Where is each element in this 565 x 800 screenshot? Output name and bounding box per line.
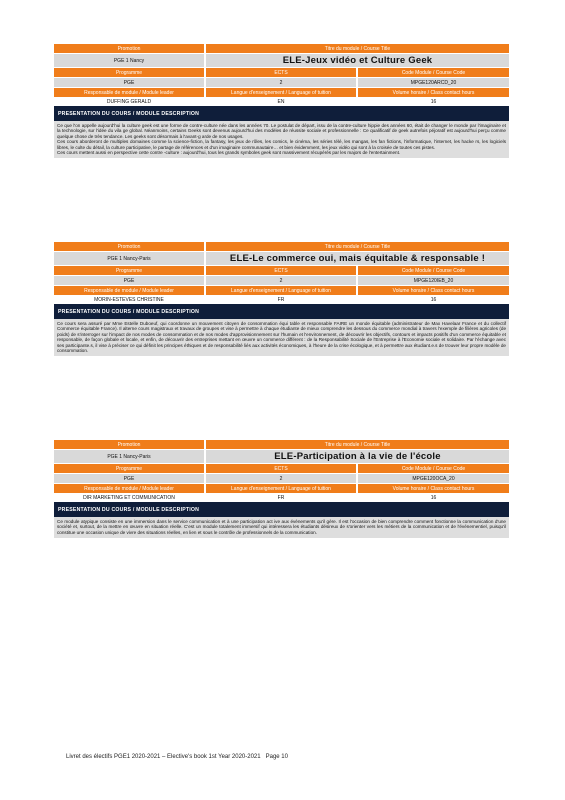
leader-label: Responsable de module / Module leader: [54, 484, 204, 493]
code-value: MPGE120IEB_20: [358, 276, 509, 285]
programme-label: Programme: [54, 464, 204, 473]
code-value: MPGE120ARCD_20: [358, 78, 509, 87]
module-title-label: Titre du module / Course Title: [206, 44, 509, 53]
programme-value: PGE: [54, 78, 204, 87]
course-title: ELE-Jeux vidéo et Culture Geek: [206, 54, 509, 67]
page-footer: Livret des électifs PGE1 2020-2021 – Elective's book 1st Year 2020-2021 Page 10: [66, 754, 288, 760]
leader-value: DIR MARKETING ET COMMUNICATION: [54, 493, 204, 502]
promotion-value: PGE 1 Nancy: [54, 54, 204, 67]
hours-value: 16: [358, 493, 509, 502]
course-block: [54, 242, 509, 356]
programme-value: PGE: [54, 276, 204, 285]
ects-value: 2: [206, 474, 356, 483]
presentation-header: PRESENTATION DU COURS / MODULE DESCRIPTION: [54, 502, 509, 517]
hours-label: Volume horaire / Class contact hours: [358, 484, 509, 493]
course-description: [54, 319, 509, 356]
description-paragraph: Ces cours mettent aussi en perspective cette contre -culture : aujourd'hui, tous les grands symboles geek sont massivement récupérés par les majors de l'entertainment.: [57, 150, 401, 156]
description-paragraph: Ces cours aborderont de multiples domaines comme la science-fiction, la fantasy, les jeux de rôles, les comics, le cinéma, les séries télé, les mangas, les fan fictions, l'informatique, l'internet, les hacke rs, les logiciels libres, le culte du détail, la culture participative, le partage de références et d'un imaginaire communautaire… et bien évidemment, les jeux vidéo qui sont à la croisée de toutes ces pistes.: [57, 139, 506, 150]
hours-value: 16: [358, 97, 509, 106]
programme-label: Programme: [54, 68, 204, 77]
hours-value: 16: [358, 295, 509, 304]
ects-value: 2: [206, 78, 356, 87]
promotion-label: Promotion: [54, 242, 204, 251]
module-title-label: Titre du module / Course Title: [206, 440, 509, 449]
hours-label: Volume horaire / Class contact hours: [358, 286, 509, 295]
language-value: FR: [206, 493, 356, 502]
course-title: ELE-Participation à la vie de l'école: [206, 450, 509, 463]
leader-value: DUFFING GERALD: [54, 97, 204, 106]
code-label: Code Module / Course Code: [358, 464, 509, 473]
ects-value: 2: [206, 276, 356, 285]
language-value: EN: [206, 97, 356, 106]
promotion-label: Promotion: [54, 44, 204, 53]
course-block: [54, 44, 509, 158]
course-block: [54, 440, 509, 538]
module-title-label: Titre du module / Course Title: [206, 242, 509, 251]
course-description: [54, 121, 509, 158]
language-label: Langue d'enseignement / Language of tuition: [206, 484, 356, 493]
leader-label: Responsable de module / Module leader: [54, 286, 204, 295]
programme-label: Programme: [54, 266, 204, 275]
course-description: [54, 517, 509, 538]
ects-label: ECTS: [206, 464, 356, 473]
leader-label: Responsable de module / Module leader: [54, 88, 204, 97]
presentation-header: PRESENTATION DU COURS / MODULE DESCRIPTION: [54, 304, 509, 319]
language-label: Langue d'enseignement / Language of tuition: [206, 286, 356, 295]
ects-label: ECTS: [206, 266, 356, 275]
programme-value: PGE: [54, 474, 204, 483]
ects-label: ECTS: [206, 68, 356, 77]
presentation-header: PRESENTATION DU COURS / MODULE DESCRIPTION: [54, 106, 509, 121]
hours-label: Volume horaire / Class contact hours: [358, 88, 509, 97]
leader-value: MORIN-ESTEVES CHRISTINE: [54, 295, 204, 304]
promotion-value: PGE 1 Nancy-Paris: [54, 252, 204, 265]
code-label: Code Module / Course Code: [358, 266, 509, 275]
description-paragraph: Ce que l'on appelle aujourd'hui la culture geek est une forme de contre-culture née dans les années 70. Le postulat de départ, issu de la contre-culture hippie des années 60, était de changer le monde par l'imaginaire et la technologie, sur l'idée du vila ge global. Néanmoins, certains Geeks sont devenus aujourd'hui des modèles de réussite sociale et professionnelle : Ce qualificatif de geek autrefois péjoratif est aujourd'hui perçu comme quelque chose de très tendance. Les geeks sont désormais à l'avant-g arde de nos usages.: [57, 123, 506, 139]
promotion-value: PGE 1 Nancy-Paris: [54, 450, 204, 463]
language-label: Langue d'enseignement / Language of tuition: [206, 88, 356, 97]
language-value: FR: [206, 295, 356, 304]
description-paragraph: Ce cours sera assuré par Mme Estelle Duboeuf, qui coordonne un mouvement citoyen de consommation équi table et responsable FAIRE un monde équitable (administrateur de Max Havelaar France et du collectif Commerce équitable France). Il alterne cours magistraux et travaux de groupes et vise à permettre à chaque étudiante de mieux comprendre les dessous du commerce mondial à travers l'exemple de filières agricoles (de poids) de s'interroger sur l'impact de nos modes de consommation et de nos modes d'approvisionnement sur l'humain et l'environnement, de découvrir les objectifs, contours et impacts positifs d'un commerce équitable et responsable, de façon globale et locale, et enfin, de découvrir des entreprises mettant en œuvre un commerce différent : de la Responsabilité Sociale de l'Entreprise à l'Economie sociale et solidaire. Par l'échange avec ses participante.s, il vise à préciser ce qui définit les principes éthiques et de responsabilité liés aux activités économiques, à l'heure de la crise écologique, et à permettre aux étudiant.e.s de trouver leur propre modèle de consommation.: [57, 321, 506, 354]
course-title: ELE-Le commerce oui, mais équitable & responsable !: [206, 252, 509, 265]
description-paragraph: Ce module atypique consiste en une immersion dans le service communication et à une participation act ive aux évènements qu'il gère. Il est l'occasion de bien comprendre comment fonctionne la communication d'une société et, surtout, de la mettre en œuvre en situation réelle. C'est un module totalement immersif qui intéressera les étudiants désireux de s'orienter vers les métiers de la communication et de l'événementiel, puisqu'il constitue une occasion unique de vivre des situations réelles, en lien et sous le contrôle de professionnels de la communication.: [57, 519, 506, 535]
code-label: Code Module / Course Code: [358, 68, 509, 77]
promotion-label: Promotion: [54, 440, 204, 449]
code-value: MPGE120OCA_20: [358, 474, 509, 483]
